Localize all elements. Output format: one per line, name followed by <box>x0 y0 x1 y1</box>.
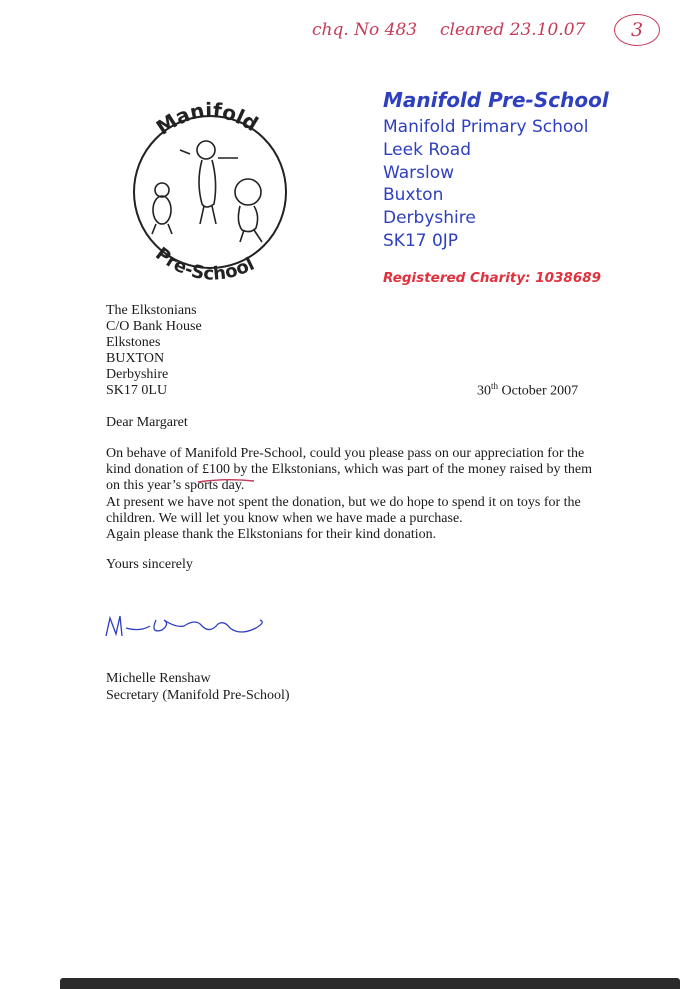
recipient-line: Derbyshire <box>106 367 169 382</box>
address-line: SK17 0JP <box>383 230 459 251</box>
logo-bottom-text: Pre-School <box>151 243 258 285</box>
letter-body <box>106 446 596 543</box>
donation-amount: £100 <box>202 462 231 478</box>
cheque-number-note: chq. No 483 <box>312 20 418 40</box>
body-paragraph <box>106 446 596 495</box>
signatory-name: Michelle Renshaw <box>106 671 211 686</box>
recipient-line: SK17 0LU <box>106 383 168 398</box>
date-month-year: October 2007 <box>501 383 579 399</box>
date-suffix: th <box>491 381 499 391</box>
children-drawing-icon <box>152 141 262 242</box>
address-line: Manifold Primary School <box>383 117 589 137</box>
closing: Yours sincerely <box>106 557 193 572</box>
recipient-line: C/O Bank House <box>106 319 202 334</box>
recipient-line: BUXTON <box>106 351 165 366</box>
body-text: by the Elkstonians, which was part of the money raised by them on this year’s sports day. <box>106 462 593 494</box>
body-text: On behave of Manifold Pre-School, could you please pass on our appreciation for the kind donation of <box>106 446 585 478</box>
address-line: Buxton <box>383 185 444 206</box>
scan-bottom-edge <box>60 978 680 989</box>
body-paragraph: At present we have not spent the donation, but we do hope to spend it on toys for the children. We will let you know when we have made a purchase. <box>106 494 581 526</box>
amount-underline <box>196 477 256 485</box>
salutation: Dear Margaret <box>106 415 188 430</box>
date-day: 30 <box>477 383 491 399</box>
page-number-circle: 3 <box>614 14 660 46</box>
recipient-address <box>106 303 202 399</box>
handwritten-signature <box>100 606 270 646</box>
logo-ring <box>134 116 286 268</box>
letter-date <box>477 381 578 400</box>
address-line: Leek Road <box>383 139 471 160</box>
organisation-address <box>383 116 588 253</box>
address-line: Derbyshire <box>383 208 476 229</box>
recipient-line: The Elkstonians <box>106 303 197 318</box>
cleared-date-note: cleared 23.10.07 <box>440 20 586 40</box>
body-paragraph: Again please thank the Elkstonians for their kind donation. <box>106 527 437 543</box>
organisation-name: Manifold Pre-School <box>383 88 609 112</box>
signatory-title: Secretary (Manifold Pre-School) <box>106 688 290 703</box>
logo-top-text: Manifold <box>151 97 263 140</box>
signatory-block <box>106 670 290 704</box>
preschool-logo <box>110 92 310 292</box>
address-line: Warslow <box>383 162 455 183</box>
recipient-line: Elkstones <box>106 335 161 350</box>
registered-charity-number: Registered Charity: 1038689 <box>383 270 602 286</box>
